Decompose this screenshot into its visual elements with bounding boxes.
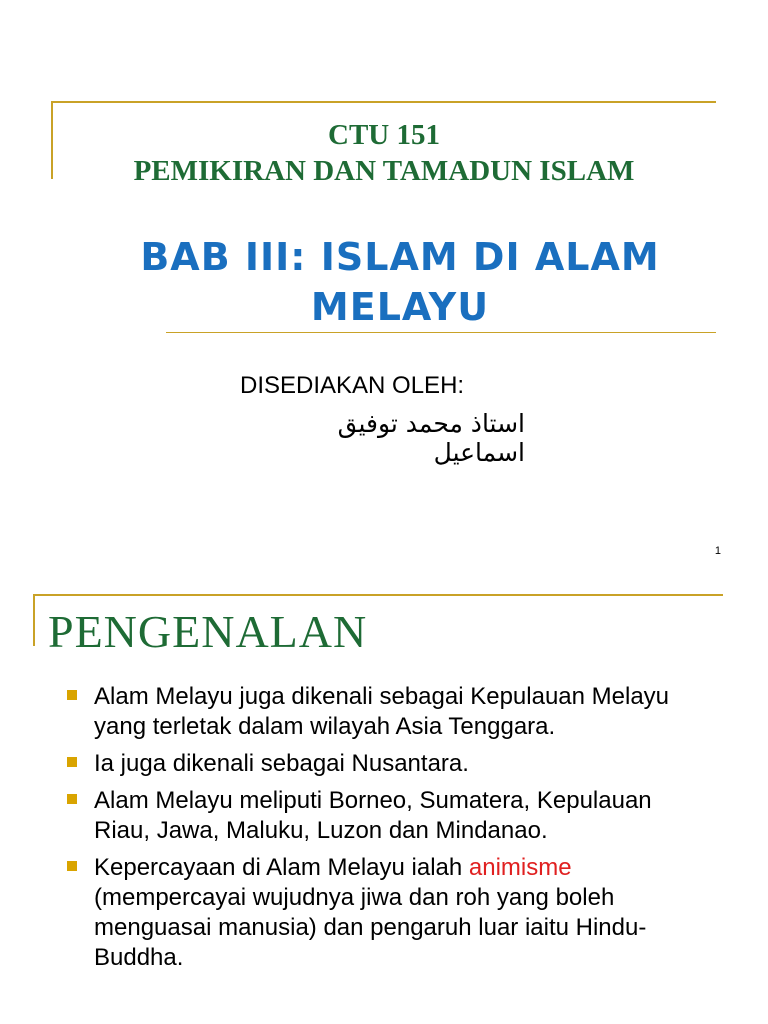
bullet-text-after: (mempercayai wujudnya jiwa dan roh yang boleh menguasai manusia) dan pengaruh luar iaitu Hindu-Buddha.	[94, 884, 647, 971]
bullet-text: Alam Melayu juga dikenali sebagai Kepulauan Melayu yang terletak dalam wilayah Asia Tenggara.	[94, 683, 670, 740]
list-item	[65, 786, 685, 846]
title-underline	[166, 332, 716, 333]
bullet-list	[65, 682, 685, 980]
bullet-text: Alam Melayu meliputi Borneo, Sumatera, Kepulauan Riau, Jawa, Maluku, Luzon dan Mindanao.	[94, 787, 652, 844]
bullet-text: Ia juga dikenali sebagai Nusantara.	[94, 750, 469, 777]
list-item	[65, 682, 685, 742]
top-accent-line	[33, 594, 723, 596]
left-accent-line	[33, 594, 35, 646]
bullet-text-before: Kepercayaan di Alam Melayu ialah	[94, 854, 469, 881]
section-heading: PENGENALAN	[48, 606, 368, 657]
square-bullet-icon	[67, 861, 77, 871]
intro-slide	[0, 575, 768, 1024]
highlighted-term: animisme	[468, 854, 572, 881]
course-name: PEMIKIRAN DAN TAMADUN ISLAM	[133, 155, 635, 187]
prepared-by-label: DISEDIAKAN OLEH:	[240, 372, 465, 399]
list-item	[65, 749, 685, 779]
chapter-title: BAB III: ISLAM DI ALAM MELAYU	[140, 235, 660, 329]
square-bullet-icon	[67, 690, 77, 700]
page-number: 1	[714, 545, 721, 557]
square-bullet-icon	[67, 794, 77, 804]
top-accent-line	[51, 101, 716, 103]
list-item	[65, 853, 685, 973]
author-name: استاذ محمد توفيق اسماعيل	[337, 409, 525, 467]
course-code: CTU 151	[328, 119, 440, 151]
square-bullet-icon	[67, 757, 77, 767]
